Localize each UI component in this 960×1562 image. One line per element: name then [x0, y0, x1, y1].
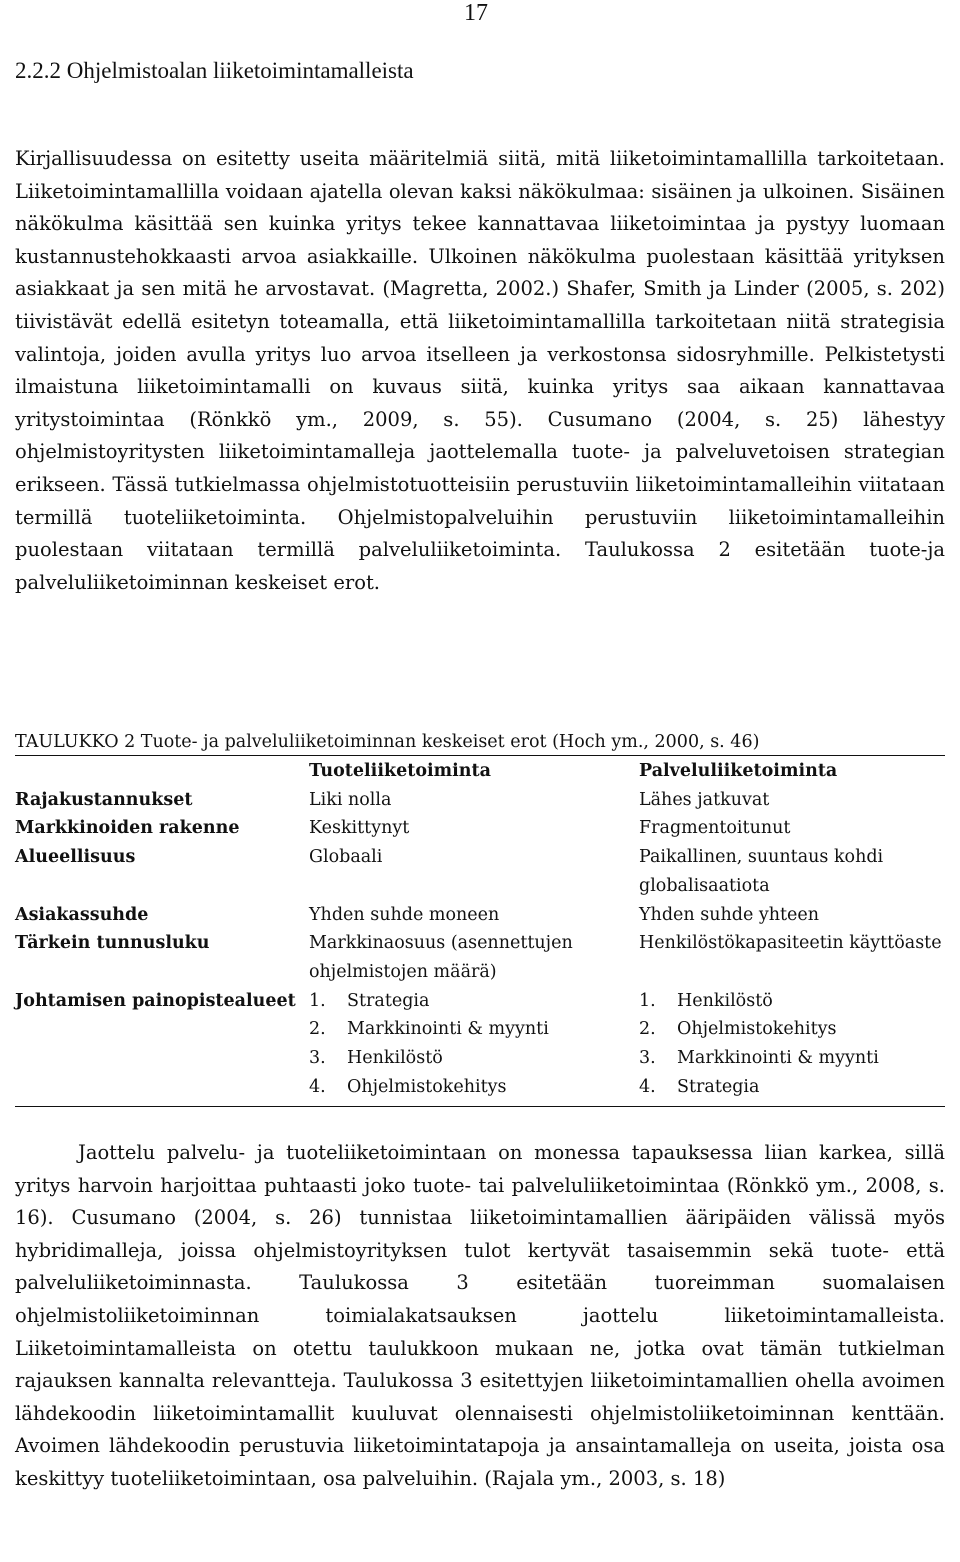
product-cell: Yhden suhde moneen — [309, 904, 500, 925]
list-item: 3. Markkinointi & myynti — [639, 1048, 879, 1069]
section-heading: 2.2.2 Ohjelmistoalan liiketoimintamalleista — [15, 58, 414, 83]
table-header-row — [15, 757, 945, 786]
service-cell: Paikallinen, suuntaus kohdi globalisaatiota — [639, 847, 884, 896]
body-paragraph-1: Kirjallisuudessa on esitetty useita määritelmiä siitä, mitä liiketoimintamallilla tarkoitetaan. Liiketoimintamallilla voidaan ajatella olevan kaksi näkökulmaa: sisäinen ja ulkoinen. Sisäinen näkökulma käsittää sen kuinka yritys tekee kannattavaa liiketoimintaa ja pystyy luomaan kustannustehokkaasti arvoa asiakkaille. Ulkoinen näkökulma puolestaan käsittää yrityksen asiakkaat ja sen mitä he arvostavat. (Magretta, 2002.) Shafer, Smith ja Linder (2005, s. 202) tiivistävät edellä esitetyn toteamalla, että liiketoimintamallilla tarkoitetaan niitä strategisia valintoja, joiden avulla yritys luo arvoa itselleen ja verkostonsa sidosryhmille. Pelkistetysti ilmaistuna liiketoimintamalli on kuvaus siitä, kuinka yritys saa aikaan kannattavaa yritystoimintaa (Rönkkö ym., 2009, s. 55). Cusumano (2004, s. 25) lähestyy ohjelmistoyritysten liiketoimintamalleja jaottelemalla tuote- ja palveluvetoisen strategian erikseen. Tässä tutkielmassa ohjelmistotuotteisiin perustuviin liiketoimintamalleihin viitataan termillä tuoteliiketoiminta. Ohjelmistopalveluihin perustuviin liiketoimintamalleihin puolestaan viitataan termillä palveluliiketoiminta. Taulukossa 2 esitetään tuote-ja palveluliiketoiminnan keskeiset erot. — [15, 147, 945, 594]
service-cell: Fragmentoitunut — [639, 818, 791, 839]
list-item: 2. Markkinointi & myynti — [309, 1019, 549, 1040]
page-number: 17 — [464, 0, 488, 26]
table-bottom-rule — [15, 1106, 945, 1107]
header-service: Palveluliiketoiminta — [639, 761, 838, 781]
table-top-rule — [15, 755, 945, 756]
row-label: Rajakustannukset — [15, 789, 193, 810]
list-item: 1. Strategia — [309, 990, 430, 1011]
service-cell: Yhden suhde yhteen — [639, 904, 820, 925]
product-cell: Keskittynyt — [309, 818, 410, 839]
row-label: Markkinoiden rakenne — [15, 818, 240, 839]
service-cell: Henkilöstökapasiteetin käyttöaste — [639, 933, 942, 954]
row-label: Tärkein tunnusluku — [15, 933, 210, 954]
table-row — [15, 929, 945, 986]
product-cell: Globaali — [309, 847, 383, 868]
row-label: Alueellisuus — [15, 847, 136, 868]
table-row — [15, 901, 945, 930]
service-priority-list — [639, 987, 945, 1102]
list-item: 1. Henkilöstö — [639, 990, 773, 1011]
product-priority-list — [309, 987, 639, 1102]
table-row — [15, 814, 945, 843]
list-item: 2. Ohjelmistokehitys — [639, 1019, 837, 1040]
header-product: Tuoteliiketoiminta — [309, 761, 491, 781]
row-label: Asiakassuhde — [15, 904, 149, 925]
product-cell: Liki nolla — [309, 789, 392, 810]
list-item: 4. Strategia — [639, 1076, 760, 1097]
row-label: Johtamisen painopistealueet — [15, 990, 296, 1011]
service-cell: Lähes jatkuvat — [639, 789, 770, 810]
header-empty — [15, 757, 309, 786]
table-row — [15, 843, 945, 900]
body-paragraph-2: Jaottelu palvelu- ja tuoteliiketoimintaan on monessa tapauksessa liian karkea, sillä yritys harvoin harjoittaa puhtaasti joko tuote- tai palveluliiketoimintaa (Rönkkö ym., 2008, s. 16). Cusumano (2004, s. 26) tunnistaa liiketoimintamallien ääripäiden välissä myös hybridimalleja, joissa ohjelmistoyrityksen tulot kertyvät tasaisemmin sekä tuote- että palveluliiketoiminnasta. Taulukossa 3 esitetään tuoreimman suomalaisen ohjelmistoliiketoiminnan toimialakatsauksen jaottelu liiketoimintamalleista. Liiketoimintamalleista on otettu taulukkoon mukaan ne, jotka ovat tämän tutkielman rajauksen kannalta relevantteja. Taulukossa 3 esitettyjen liiketoimintamallien ohella avoimen lähdekoodin liiketoimintamallit kuuluvat olennaisesti ohjelmistoliiketoiminnan kenttään. Avoimen lähdekoodin perustuvia liiketoimintatapoja ja ansaintamalleja on useita, joista osa keskittyy tuoteliiketoimintaan, osa palveluihin. (Rajala ym., 2003, s. 18) — [15, 1141, 945, 1490]
product-cell: Markkinaosuus (asennettujen ohjelmistojen määrä) — [309, 933, 573, 982]
table-row — [15, 786, 945, 815]
list-item: 3. Henkilöstö — [309, 1048, 443, 1069]
table-caption: TAULUKKO 2 Tuote- ja palveluliiketoiminnan keskeiset erot (Hoch ym., 2000, s. 46) — [15, 732, 760, 752]
service-cell — [639, 987, 945, 1102]
list-item: 4. Ohjelmistokehitys — [309, 1076, 507, 1097]
table-row-focus-areas — [15, 987, 945, 1102]
comparison-table — [15, 757, 945, 1101]
product-cell — [309, 987, 639, 1102]
